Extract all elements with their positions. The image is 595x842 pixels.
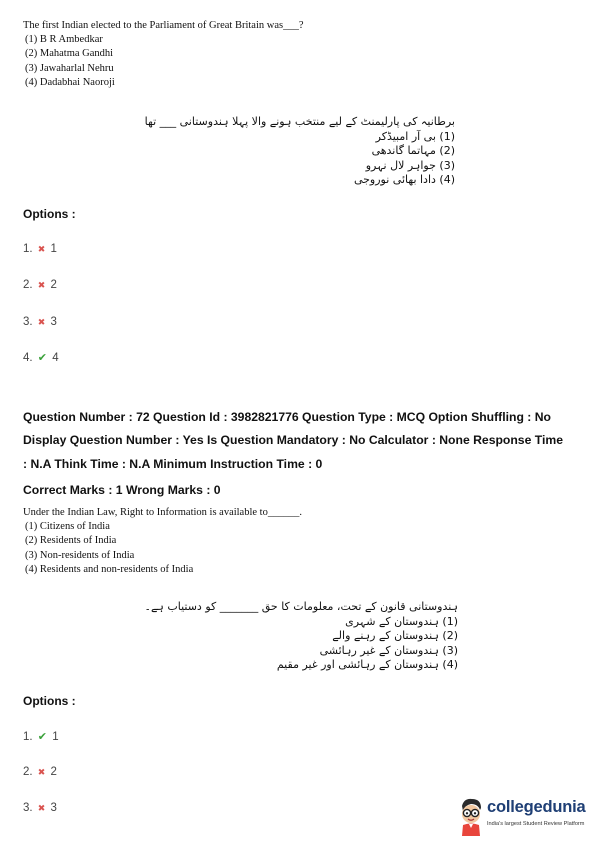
option-text: (2) ہندوستان کے رہنے والے bbox=[332, 629, 458, 643]
answer-number: 4. bbox=[23, 352, 33, 364]
cross-icon: ✖ bbox=[37, 767, 46, 777]
cross-icon: ✖ bbox=[37, 803, 46, 813]
answer-value: 2 bbox=[50, 766, 57, 778]
option-text: (1) B R Ambedkar bbox=[25, 34, 103, 46]
question-72-urdu bbox=[145, 600, 458, 673]
option-text: (3) جواہر لال نہرو bbox=[365, 158, 455, 172]
option-text: (4) دادا بھائی نوروجی bbox=[353, 173, 455, 187]
marks-line: Correct Marks : 1 Wrong Marks : 0 bbox=[23, 483, 221, 497]
answer-number: 2. bbox=[23, 279, 33, 291]
cross-icon: ✖ bbox=[37, 244, 46, 254]
option-text: (3) ہندوستان کے غیر رہائشی bbox=[319, 643, 458, 657]
answer-number: 2. bbox=[23, 766, 33, 778]
answer-value: 4 bbox=[52, 352, 59, 364]
question-meta-line: : N.A Think Time : N.A Minimum Instruction Time : 0 bbox=[23, 457, 323, 471]
answer-option-2 bbox=[23, 279, 57, 291]
option-text: (2) Residents of India bbox=[25, 535, 117, 547]
cross-icon: ✖ bbox=[37, 280, 46, 290]
answer-option-3 bbox=[23, 316, 57, 328]
collegedunia-logo bbox=[456, 796, 592, 840]
answer-option-1 bbox=[23, 243, 57, 255]
option-text: (4) Dadabhai Naoroji bbox=[25, 76, 115, 88]
option-text: (4) Residents and non-residents of India bbox=[25, 563, 194, 575]
option-text: (4) ہندوستان کے رہائشی اور غیر مقیم bbox=[276, 658, 458, 672]
option-text: (1) بی آر امبیڈکر bbox=[375, 129, 455, 143]
answer-value: 3 bbox=[50, 802, 57, 814]
options-heading: Options : bbox=[23, 694, 76, 708]
question-meta-line: Display Question Number : Yes Is Question Mandatory : No Calculator : None Response Time bbox=[23, 433, 563, 447]
brand-name: collegedunia bbox=[487, 798, 586, 816]
option-text: (1) Citizens of India bbox=[25, 521, 110, 533]
check-icon: ✔ bbox=[37, 731, 48, 743]
answer-number: 1. bbox=[23, 243, 33, 255]
answer-number: 3. bbox=[23, 316, 33, 328]
cross-icon: ✖ bbox=[37, 317, 46, 327]
option-text: (1) ہندوستان کے شہری bbox=[345, 614, 458, 628]
answer-value: 3 bbox=[50, 316, 57, 328]
question-text: Under the Indian Law, Right to Information is available to______. bbox=[23, 507, 302, 518]
question-meta-line: Question Number : 72 Question Id : 3982821776 Question Type : MCQ Option Shuffling : No bbox=[23, 410, 551, 424]
question-71-english bbox=[23, 19, 304, 90]
question-72-english bbox=[23, 506, 302, 577]
question-text: The first Indian elected to the Parliament of Great Britain was___? bbox=[23, 20, 304, 31]
option-text: (3) Non-residents of India bbox=[25, 549, 135, 561]
mascot-icon bbox=[456, 796, 486, 836]
brand-tagline: India's largest Student Review Platform bbox=[487, 821, 585, 827]
answer-option-3 bbox=[23, 802, 57, 814]
option-text: (3) Jawaharlal Nehru bbox=[25, 62, 114, 74]
option-text: (2) Mahatma Gandhi bbox=[25, 48, 114, 60]
answer-number: 3. bbox=[23, 802, 33, 814]
options-heading: Options : bbox=[23, 207, 76, 221]
question-71-urdu bbox=[145, 115, 455, 188]
answer-value: 1 bbox=[50, 243, 57, 255]
answer-value: 1 bbox=[52, 731, 59, 743]
option-text: (2) مہاتما گاندھی bbox=[371, 144, 455, 158]
question-text: برطانیہ کی پارلیمنٹ کے لیے منتخب ہونے والا پہلا ہندوستانی ___ تھا bbox=[144, 115, 455, 128]
answer-option-4 bbox=[23, 351, 59, 364]
check-icon: ✔ bbox=[37, 352, 48, 364]
question-text: ہندوستانی قانون کے تحت، معلومات کا حق _______ کو دستیاب ہے۔ bbox=[144, 600, 458, 613]
answer-option-1 bbox=[23, 730, 59, 743]
answer-option-2 bbox=[23, 766, 57, 778]
answer-value: 2 bbox=[50, 279, 57, 291]
answer-number: 1. bbox=[23, 731, 33, 743]
